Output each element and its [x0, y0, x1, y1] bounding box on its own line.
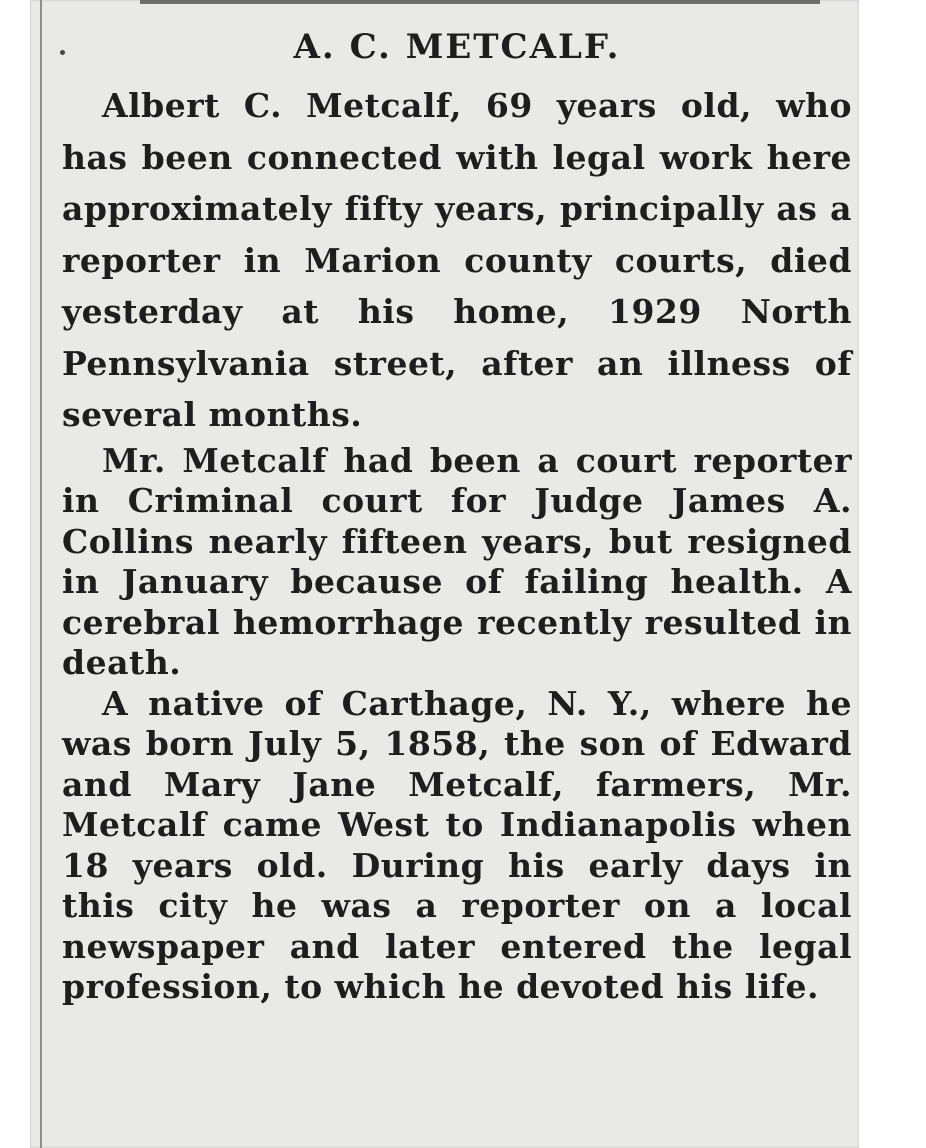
- paragraph-1: Albert C. Metcalf, 69 years old, who has been connected with legal work here approximately fifty years, principally as a reporter in Marion county courts, died yesterday at his home, 1929 North Pennsylvania street, after an illness of several months.: [62, 86, 852, 434]
- paragraph-2: Mr. Metcalf had been a court reporter in Criminal court for Judge James A. Collins nearly fifteen years, but resigned in January because of failing health. A cerebral hemorrhage recently resulted in death.: [62, 440, 852, 682]
- article-column: [62, 26, 852, 1008]
- newspaper-clipping: [30, 0, 859, 1148]
- paragraph-3: A native of Carthage, N. Y., where he was born July 5, 1858, the son of Edward and Mary Jane Metcalf, farmers, Mr. Metcalf came West to Indianapolis when 18 years old. During his early days in this city he was a reporter on a local newspaper and later entered the legal profession, to which he devoted his life.: [62, 683, 852, 1006]
- headline: A. C. METCALF.: [293, 27, 621, 67]
- top-rule: [140, 0, 820, 4]
